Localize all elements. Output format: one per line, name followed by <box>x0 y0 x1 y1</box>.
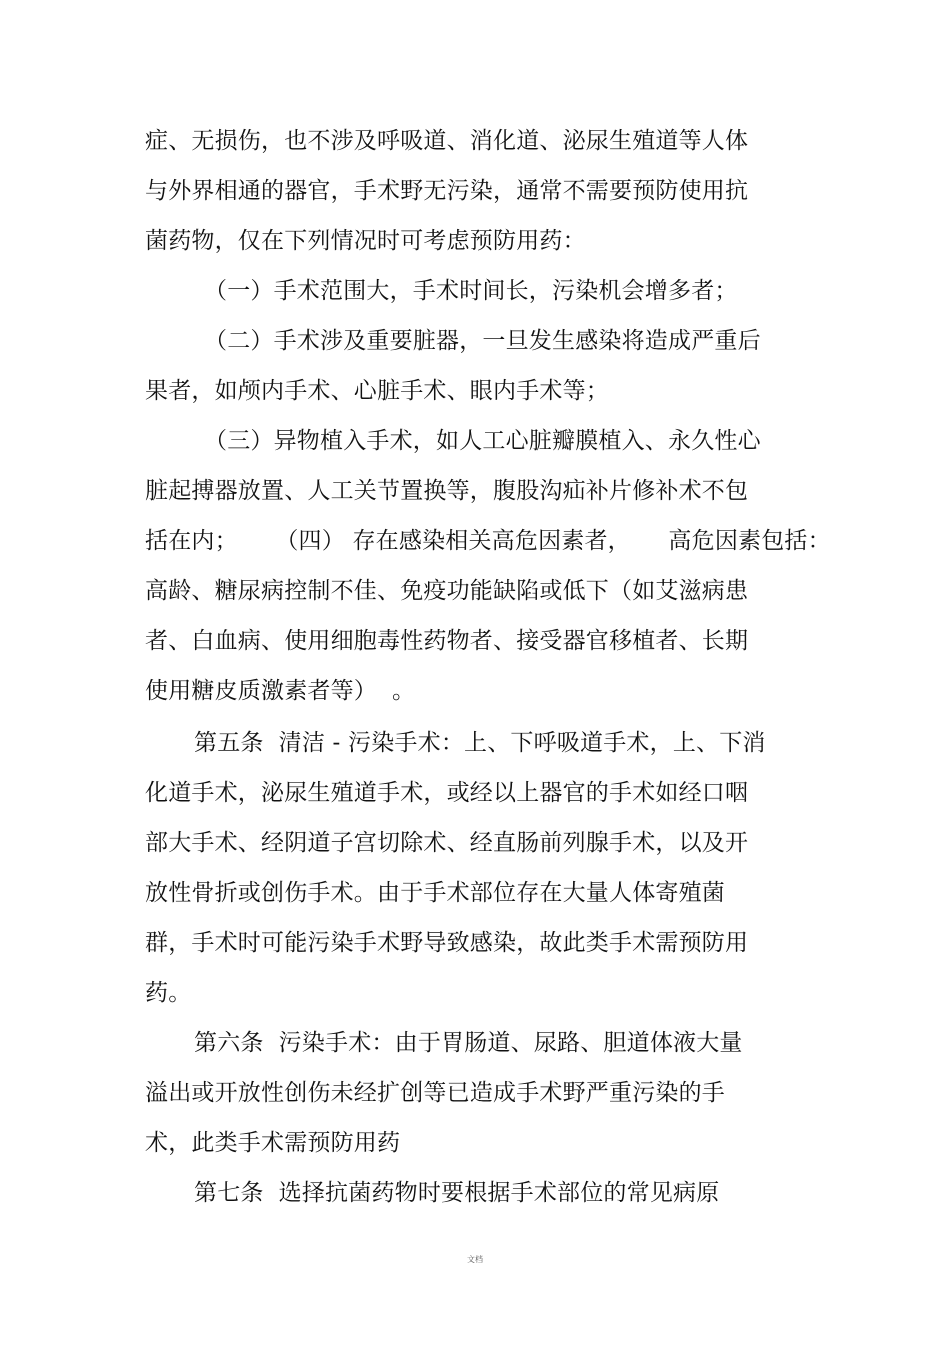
text-line: 括在内； （四） 存在感染相关高危因素者， 高危因素包括： <box>145 528 831 554</box>
text-line: 症、无损伤，也不涉及呼吸道、消化道、泌尿生殖道等人体 <box>145 128 749 154</box>
text-line: （三）异物植入手术，如人工心脏瓣膜植入、永久性心 <box>204 428 761 454</box>
text-line: 者、白血病、使用细胞毒性药物者、接受器官移植者、长期 <box>145 628 749 654</box>
text-line: 高龄、糖尿病控制不佳、免疫功能缺陷或低下（如艾滋病患 <box>145 578 749 604</box>
text-line: 部大手术、经阴道子宫切除术、经直肠前列腺手术，以及开 <box>145 830 749 856</box>
text-line: 化道手术，泌尿生殖道手术，或经以上器官的手术如经口咽 <box>145 780 749 806</box>
text-line: 果者，如颅内手术、心脏手术、眼内手术等； <box>145 378 609 404</box>
text-line: 菌药物，仅在下列情况时可考虑预防用药： <box>145 228 586 254</box>
text-line: 第六条 污染手术：由于胃肠道、尿路、胆道体液大量 <box>194 1030 743 1056</box>
text-line: 药。 <box>145 980 192 1006</box>
text-line: 使用糖皮质激素者等） 。 <box>145 678 416 704</box>
text-line: 脏起搏器放置、人工关节置换等，腹股沟疝补片修补术不包 <box>145 478 749 504</box>
text-line: 第七条 选择抗菌药物时要根据手术部位的常见病原 <box>194 1180 720 1206</box>
text-line: （二）手术涉及重要脏器，一旦发生感染将造成严重后 <box>204 328 761 354</box>
text-line: 溢出或开放性创伤未经扩创等已造成手术野严重污染的手 <box>145 1080 725 1106</box>
text-line: 群，手术时可能污染手术野导致感染，故此类手术需预防用 <box>145 930 749 956</box>
text-line: 放性骨折或创伤手术。由于手术部位存在大量人体寄殖菌 <box>145 880 725 906</box>
text-line: （一）手术范围大，手术时间长，污染机会增多者； <box>204 278 738 304</box>
text-line: 第五条 清洁 - 污染手术：上、下呼吸道手术，上、下消 <box>194 730 766 756</box>
page-footer: 文档 <box>467 1255 483 1264</box>
text-line: 与外界相通的器官，手术野无污染，通常不需要预防使用抗 <box>145 178 749 204</box>
text-line: 术，此类手术需预防用药 <box>145 1130 401 1156</box>
